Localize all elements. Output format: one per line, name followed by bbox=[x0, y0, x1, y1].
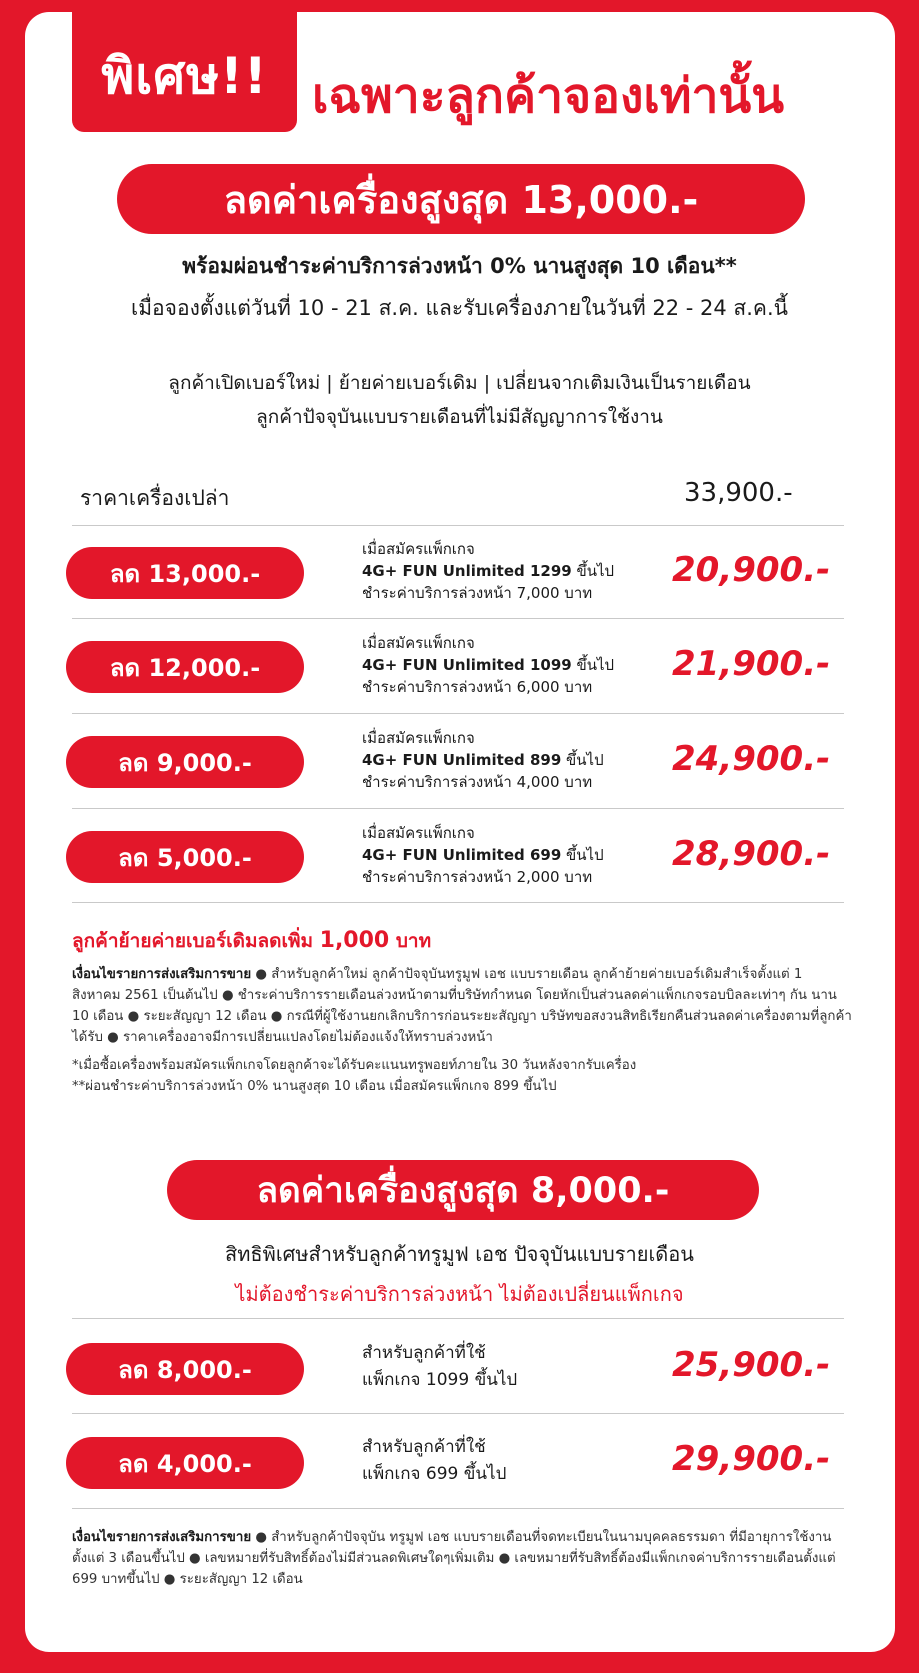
discount-pill: ลด 9,000.- bbox=[66, 736, 304, 788]
footnotes bbox=[72, 1055, 636, 1097]
detail-line: เมื่อสมัครแพ็กเกจ bbox=[362, 729, 475, 747]
detail-line: เมื่อสมัครแพ็กเกจ bbox=[362, 540, 475, 558]
divider bbox=[72, 713, 844, 714]
detail-line: สำหรับลูกค้าที่ใช้ bbox=[362, 1343, 486, 1363]
divider bbox=[72, 1318, 844, 1319]
divider bbox=[72, 525, 844, 526]
final-price: 28,900.- bbox=[672, 834, 831, 874]
existing-customer-line-1: สิทธิพิเศษสำหรับลูกค้าทรูมูฟ เอช ปัจจุบันแบบรายเดือน bbox=[225, 1242, 694, 1266]
package-name: 4G+ FUN Unlimited 699 bbox=[362, 846, 562, 864]
final-price: 24,900.- bbox=[672, 739, 831, 779]
advance-payment: ชำระค่าบริการล่วงหน้า 6,000 บาท bbox=[362, 678, 593, 696]
max-discount-banner: ลดค่าเครื่องสูงสุด 13,000.- bbox=[117, 164, 805, 234]
package-detail bbox=[362, 1340, 517, 1394]
advance-payment: ชำระค่าบริการล่วงหน้า 7,000 บาท bbox=[362, 584, 593, 602]
divider bbox=[72, 808, 844, 809]
base-price-label: ราคาเครื่องเปล่า bbox=[80, 486, 230, 510]
package-detail bbox=[362, 727, 604, 793]
terms-title: เงื่อนไขรายการส่งเสริมการขาย bbox=[72, 967, 252, 982]
terms-conditions bbox=[72, 964, 852, 1048]
package-name: 4G+ FUN Unlimited 1099 bbox=[362, 656, 572, 674]
package-detail bbox=[362, 538, 614, 604]
existing-customer-line-2: ไม่ต้องชำระค่าบริการล่วงหน้า ไม่ต้องเปลี่ยนแพ็กเกจ bbox=[235, 1282, 684, 1306]
package-suffix: ขึ้นไป bbox=[561, 846, 604, 864]
port-in-extra-discount bbox=[72, 926, 431, 956]
package-suffix: ขึ้นไป bbox=[571, 562, 615, 580]
installment-offer: พร้อมผ่อนชำระค่าบริการล่วงหน้า 0% นานสูงสุด 10 เดือน** bbox=[182, 254, 737, 278]
terms-conditions bbox=[72, 1527, 852, 1590]
detail-line: แพ็กเกจ 1099 ขึ้นไป bbox=[362, 1370, 518, 1390]
discount-pill: ลด 12,000.- bbox=[66, 641, 304, 693]
discount-pill: ลด 4,000.- bbox=[66, 1437, 304, 1489]
booking-period: เมื่อจองตั้งแต่วันที่ 10 - 21 ส.ค. และรับเครื่องภายในวันที่ 22 - 24 ส.ค.นี้ bbox=[131, 296, 788, 320]
footnote-2: **ผ่อนชำระค่าบริการล่วงหน้า 0% นานสูงสุด 10 เดือน เมื่อสมัครแพ็กเกจ 899 ขึ้นไป bbox=[72, 1079, 557, 1094]
divider bbox=[72, 902, 844, 903]
package-detail bbox=[362, 632, 614, 698]
extra-note-prefix: ลูกค้าย้ายค่ายเบอร์เดิมลดเพิ่ม bbox=[72, 930, 320, 952]
detail-line: เมื่อสมัครแพ็กเกจ bbox=[362, 634, 475, 652]
final-price: 21,900.- bbox=[672, 644, 831, 684]
package-suffix: ขึ้นไป bbox=[561, 751, 604, 769]
package-detail bbox=[362, 1434, 506, 1488]
terms-body: ● สำหรับลูกค้าใหม่ ลูกค้าปัจจุบันทรูมูฟ เอช แบบรายเดือน ลูกค้าย้ายค่ายเบอร์เดิมสำเร็จตั้งแต่ 1 สิงหาคม 2561 เป็นต้นไป ● ชำระค่าบริการรายเดือนล่วงหน้าตามที่บริษัทกำหนด โดยหักเป็นส่วนลดค่าแพ็กเกจรอบบิลละเท่าๆ กัน นาน 10 เดือน ● ระยะสัญญา 12 เดือน ● กรณีที่ผู้ใช้งานยกเลิกบริการก่อนระยะสัญญา บริษัทขอสงวนสิทธิเรียกคืนส่วนลดค่าเครื่องตามที่ลูกค้าได้รับ ● ราคาเครื่องอาจมีการเปลี่ยนแปลงโดยไม่ต้องแจ้งให้ทราบล่วงหน้า bbox=[72, 967, 852, 1045]
extra-note-suffix: บาท bbox=[389, 930, 432, 952]
detail-line: สำหรับลูกค้าที่ใช้ bbox=[362, 1437, 486, 1457]
divider bbox=[72, 1413, 844, 1414]
final-price: 20,900.- bbox=[672, 550, 831, 590]
final-price: 29,900.- bbox=[672, 1439, 831, 1479]
discount-pill: ลด 13,000.- bbox=[66, 547, 304, 599]
divider bbox=[72, 1508, 844, 1509]
discount-pill: ลด 5,000.- bbox=[66, 831, 304, 883]
detail-line: แพ็กเกจ 699 ขึ้นไป bbox=[362, 1464, 507, 1484]
headline: เฉพาะลูกค้าจองเท่านั้น bbox=[312, 68, 785, 124]
base-price: 33,900.- bbox=[684, 478, 793, 508]
eligibility-line-2: ลูกค้าปัจจุบันแบบรายเดือนที่ไม่มีสัญญาการใช้งาน bbox=[256, 406, 663, 428]
package-suffix: ขึ้นไป bbox=[571, 656, 615, 674]
extra-note-amount: 1,000 bbox=[319, 928, 390, 953]
package-name: 4G+ FUN Unlimited 899 bbox=[362, 751, 562, 769]
advance-payment: ชำระค่าบริการล่วงหน้า 4,000 บาท bbox=[362, 773, 593, 791]
final-price: 25,900.- bbox=[672, 1345, 831, 1385]
discount-pill: ลด 8,000.- bbox=[66, 1343, 304, 1395]
special-badge: พิเศษ!! bbox=[72, 0, 297, 132]
advance-payment: ชำระค่าบริการล่วงหน้า 2,000 บาท bbox=[362, 868, 593, 886]
package-detail bbox=[362, 822, 604, 888]
terms-title: เงื่อนไขรายการส่งเสริมการขาย bbox=[72, 1530, 252, 1545]
detail-line: เมื่อสมัครแพ็กเกจ bbox=[362, 824, 475, 842]
divider bbox=[72, 618, 844, 619]
package-name: 4G+ FUN Unlimited 1299 bbox=[362, 562, 572, 580]
terms-body: ● สำหรับลูกค้าปัจจุบัน ทรูมูฟ เอช แบบรายเดือนที่จดทะเบียนในนามบุคคลธรรมดา ที่มีอายุการใช้งานตั้งแต่ 3 เดือนขึ้นไป ● เลขหมายที่รับสิทธิ์ต้องไม่มีส่วนลดพิเศษใดๆเพิ่มเติม ● เลขหมายที่รับสิทธิ์ต้องมีแพ็กเกจค่าบริการรายเดือนตั้งแต่ 699 บาทขึ้นไป ● ระยะสัญญา 12 เดือน bbox=[72, 1530, 836, 1587]
footnote-1: *เมื่อซื้อเครื่องพร้อมสมัครแพ็กเกจโดยลูกค้าจะได้รับคะแนนทรูพอยท์ภายใน 30 วันหลังจากรับเครื่อง bbox=[72, 1058, 637, 1073]
existing-customer-banner: ลดค่าเครื่องสูงสุด 8,000.- bbox=[167, 1160, 759, 1220]
eligibility-line-1: ลูกค้าเปิดเบอร์ใหม่ | ย้ายค่ายเบอร์เดิม | เปลี่ยนจากเติมเงินเป็นรายเดือน bbox=[168, 372, 751, 394]
